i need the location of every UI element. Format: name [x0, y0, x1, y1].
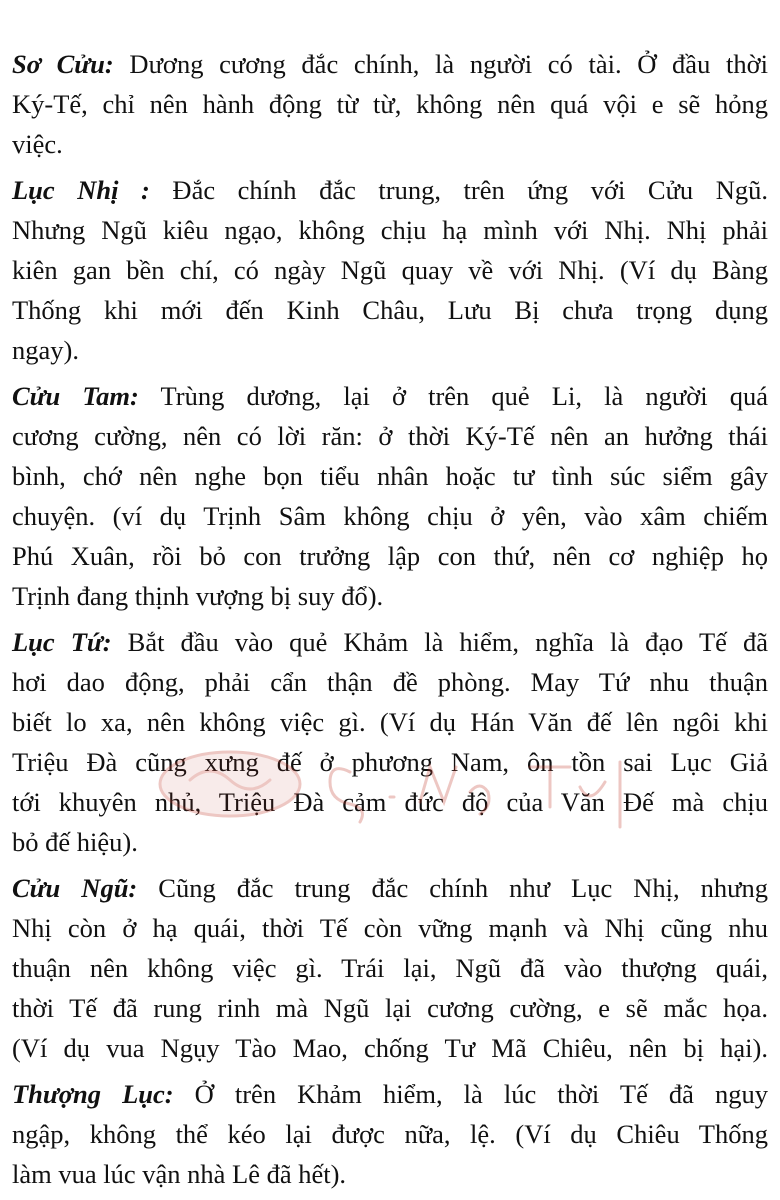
text-line: cương cường, nên có lời răn: ở thời Ký-Tế nên an hưởng thái [12, 421, 768, 451]
line-text: Trùng dương, lại ở trên quẻ Li, là người quá [138, 381, 768, 411]
text-line: Trịnh đang thịnh vượng bị suy đổ). [12, 581, 384, 611]
text-line: Phú Xuân, rồi bỏ con trưởng lập con thứ, nên cơ nghiệp họ [12, 541, 768, 571]
paragraph-label: Thượng Lục: [12, 1079, 174, 1109]
text-line: hơi dao động, phải cẩn thận đề phòng. May Tứ nhu thuận [12, 667, 768, 697]
text-line: làm vua lúc vận nhà Lê đã hết). [12, 1159, 347, 1189]
line-text: Dương cương đắc chính, là người có tài. Ở đầu thời [113, 49, 768, 79]
text-line: bình, chớ nên nghe bọn tiểu nhân hoặc tư tình súc siểm gây [12, 461, 768, 491]
text-line [12, 868, 768, 908]
line-text: Cũng đắc trung đắc chính như Lục Nhị, nhưng [137, 873, 768, 903]
text-line: (Ví dụ vua Ngụy Tào Mao, chống Tư Mã Chiêu, nên bị hại). [12, 1033, 768, 1063]
text-line: thời Tế đã rung rinh mà Ngũ lại cương cường, e sẽ mắc họa. [12, 993, 768, 1023]
text-line: Triệu Đà cũng xưng đế ở phương Nam, ôn tồn sai Lục Giả [12, 747, 768, 777]
paragraph-luc-nhi [12, 170, 768, 370]
text-line: Nhưng Ngũ kiêu ngạo, không chịu hạ mình với Nhị. Nhị phải [12, 215, 768, 245]
text-line [12, 622, 768, 662]
text-line: kiên gan bền chí, có ngày Ngũ quay về với Nhị. (Ví dụ Bàng [12, 255, 768, 285]
text-line: ngay). [12, 335, 79, 365]
text-line: thuận nên không việc gì. Trái lại, Ngũ đã vào thượng quái, [12, 953, 768, 983]
text-line: Nhị còn ở hạ quái, thời Tế còn vững mạnh và Nhị cũng nhu [12, 913, 768, 943]
text-line: Ký-Tế, chỉ nên hành động từ từ, không nên quá vội e sẽ hỏng [12, 89, 768, 119]
text-line [12, 170, 768, 210]
text-line: ngập, không thể kéo lại được nữa, lệ. (Ví dụ Chiêu Thống [12, 1119, 768, 1149]
text-line [12, 376, 768, 416]
document-page [12, 44, 768, 1200]
paragraph-cuu-ngu [12, 868, 768, 1068]
line-text: Ở trên Khảm hiểm, là lúc thời Tế đã nguy [173, 1079, 768, 1109]
text-line: tới khuyên nhủ, Triệu Đà cảm đức độ của Văn Đế mà chịu [12, 787, 768, 817]
text-line: chuyện. (ví dụ Trịnh Sâm không chịu ở yên, vào xâm chiếm [12, 501, 768, 531]
paragraph-luc-tu [12, 622, 768, 862]
paragraph-label: Lục Tứ: [12, 627, 112, 657]
paragraph-cuu-tam [12, 376, 768, 616]
paragraph-label: Lục Nhị : [12, 175, 150, 205]
text-line: Thống khi mới đến Kinh Châu, Lưu Bị chưa trọng dụng [12, 295, 768, 325]
paragraph-label: Cửu Tam: [12, 381, 139, 411]
line-text: Đắc chính đắc trung, trên ứng với Cửu Ngũ. [149, 175, 768, 205]
paragraph-label: Sơ Cửu: [12, 49, 114, 79]
paragraph-label: Cửu Ngũ: [12, 873, 138, 903]
text-line [12, 44, 768, 84]
text-line: bỏ đế hiệu). [12, 827, 138, 857]
line-text: Bắt đầu vào quẻ Khảm là hiểm, nghĩa là đạo Tế đã [111, 627, 769, 657]
paragraph-thuong-luc [12, 1074, 768, 1194]
text-line [12, 1074, 768, 1114]
text-line: biết lo xa, nên không việc gì. (Ví dụ Hán Văn đế lên ngôi khi [12, 707, 768, 737]
paragraph-so-cuu [12, 44, 768, 164]
text-line: việc. [12, 129, 63, 159]
